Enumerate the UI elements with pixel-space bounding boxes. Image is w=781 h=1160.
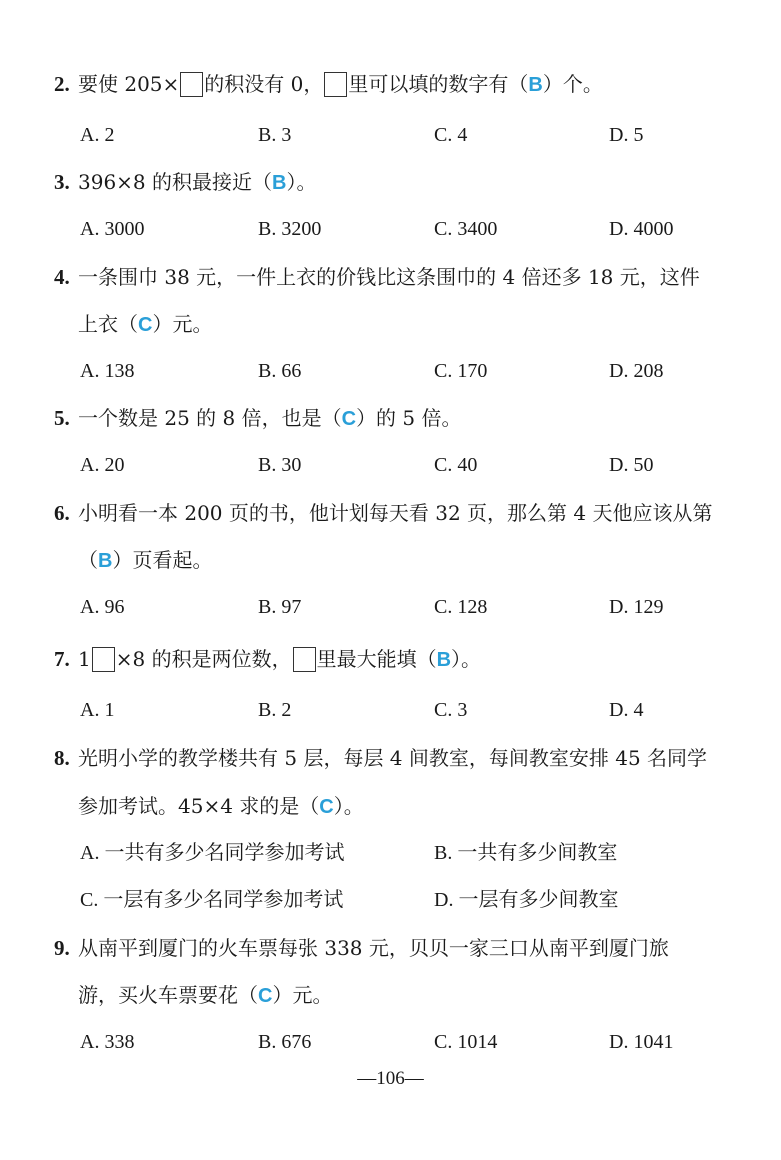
question-6-line-2 [0,540,781,580]
option-d: D. 50 [609,454,654,476]
question-8-line-1 [0,738,781,778]
option-a: A. 96 [80,596,125,618]
option-d: D. 5 [609,124,644,146]
question-number: 6. [54,501,70,525]
option-d: D. 一层有多少间教室 [434,889,619,911]
answer: C [319,796,334,818]
page-number: —106— [357,1068,424,1089]
option-c: C. 170 [434,360,488,382]
option-d: D. 4000 [609,218,674,240]
question-9-options [0,1022,781,1062]
blank-box [324,72,347,97]
option-b: B. 66 [258,360,302,382]
question-6-options [0,587,781,627]
question-text: 小明看一本 200 页的书，他计划每天看 32 页，那么第 4 天他应该从第 [78,501,713,525]
question-text: （B）页看起。 [78,548,213,572]
option-a: A. 20 [80,454,125,476]
blank-box [293,647,316,672]
answer: B [272,172,287,194]
question-text: 要使 205× 的积没有 0， 里可以填的数字有（B）个。 [78,72,603,96]
option-a: A. 一共有多少名同学参加考试 [80,842,345,864]
question-text: 光明小学的教学楼共有 5 层，每层 4 间教室，每间教室安排 45 名同学 [78,746,708,770]
question-text: 一个数是 25 的 8 倍，也是（C）的 5 倍。 [78,406,462,430]
question-number: 9. [54,936,70,960]
question-text: 从南平到厦门的火车票每张 338 元，贝贝一家三口从南平到厦门旅 [78,936,669,960]
question-7-line-1 [0,639,781,679]
question-text: 1 ×8 的积是两位数， 里最大能填（B）。 [78,647,482,671]
question-8-line-2 [0,786,781,826]
answer: C [258,985,273,1007]
question-5-line-1 [0,398,781,438]
question-number: 8. [54,746,70,770]
question-8-options-row-2 [0,880,781,920]
option-b: B. 3200 [258,218,322,240]
option-a: A. 1 [80,699,115,721]
question-number: 5. [54,406,70,430]
option-b: B. 30 [258,454,302,476]
answer: B [436,649,452,671]
question-text: 游，买火车票要花（C）元。 [78,983,333,1007]
option-c: C. 3400 [434,218,498,240]
answer: C [138,314,153,336]
option-d: D. 129 [609,596,664,618]
option-b: B. 3 [258,124,292,146]
question-text: 上衣（C）元。 [78,312,213,336]
question-number: 3. [54,170,70,194]
answer: B [528,74,543,96]
option-c: C. 3 [434,699,468,721]
question-number: 2. [54,72,70,96]
option-a: A. 3000 [80,218,145,240]
option-c: C. 1014 [434,1031,498,1053]
question-2-line-1 [0,64,781,104]
option-c: C. 4 [434,124,468,146]
blank-box [180,72,203,97]
question-text: 396×8 的积最接近（B）。 [78,170,317,194]
question-text: 一条围巾 38 元，一件上衣的价钱比这条围巾的 4 倍还多 18 元，这件 [78,265,700,289]
question-6-line-1 [0,493,781,533]
blank-box [92,647,115,672]
option-c: C. 一层有多少名同学参加考试 [80,889,344,911]
question-4-line-2 [0,304,781,344]
question-7-options [0,690,781,730]
question-number: 7. [54,647,70,671]
answer: B [98,550,113,572]
option-a: A. 338 [80,1031,135,1053]
question-4-options [0,351,781,391]
option-d: D. 208 [609,360,664,382]
question-5-options [0,445,781,485]
option-c: C. 128 [434,596,488,618]
option-b: B. 一共有多少间教室 [434,842,618,864]
option-a: A. 2 [80,124,115,146]
option-b: B. 97 [258,596,302,618]
question-2-options [0,115,781,155]
question-9-line-1 [0,928,781,968]
question-9-line-2 [0,975,781,1015]
question-4-line-1 [0,257,781,297]
question-text: 参加考试。45×4 求的是（C）。 [78,794,364,818]
option-b: B. 676 [258,1031,312,1053]
answer: C [341,408,357,430]
question-8-options-row-1 [0,833,781,873]
question-3-options [0,209,781,249]
option-b: B. 2 [258,699,292,721]
question-3-line-1 [0,162,781,202]
option-d: D. 1041 [609,1031,674,1053]
option-d: D. 4 [609,699,644,721]
question-number: 4. [54,265,70,289]
option-c: C. 40 [434,454,478,476]
option-a: A. 138 [80,360,135,382]
